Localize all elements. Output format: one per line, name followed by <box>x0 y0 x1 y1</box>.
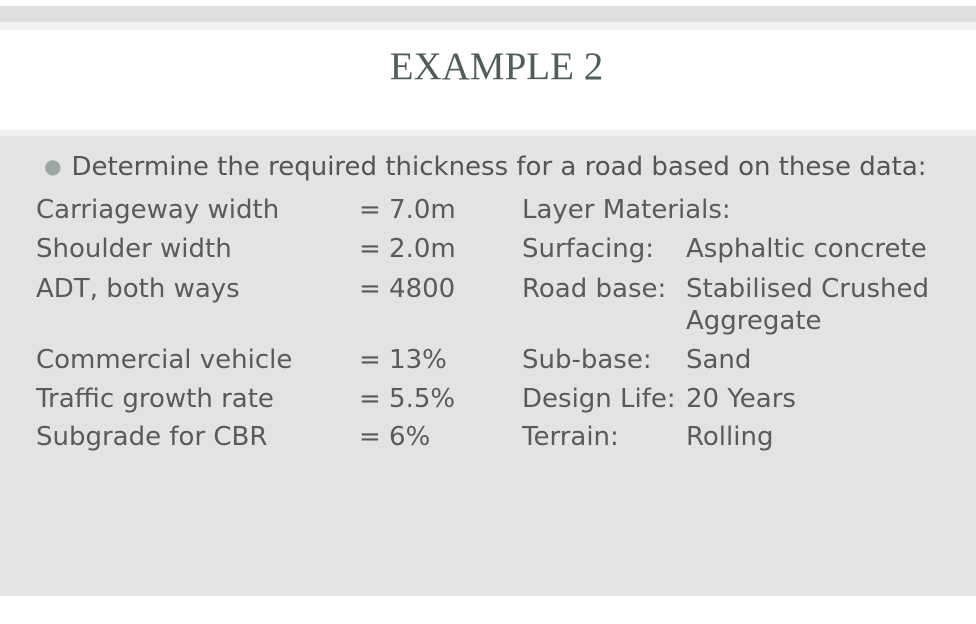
left-label-traffic-growth: Traffic growth rate <box>36 384 274 414</box>
right-label-design-life: Design Life: <box>522 384 676 414</box>
top-decorative-band-light <box>0 22 976 30</box>
left-label-adt: ADT, both ways <box>36 274 240 304</box>
left-label-commercial: Commercial vehicle <box>36 345 293 375</box>
left-label-carriageway: Carriageway width <box>36 195 280 225</box>
bullet-item <box>44 152 927 182</box>
top-decorative-band <box>0 6 976 22</box>
left-value-subgrade: = 6% <box>359 422 431 452</box>
right-value-design-life: 20 Years <box>686 384 796 414</box>
right-value-road-base-line1: Stabilised Crushed <box>686 274 929 304</box>
left-value-shoulder: = 2.0m <box>359 234 456 264</box>
right-label-sub-base: Sub-base: <box>522 345 652 375</box>
left-label-shoulder: Shoulder width <box>36 234 232 264</box>
left-label-subgrade: Subgrade for CBR <box>36 422 268 452</box>
right-label-terrain: Terrain: <box>522 422 619 452</box>
right-label-surfacing: Surfacing: <box>522 234 655 264</box>
left-value-traffic-growth: = 5.5% <box>359 384 456 414</box>
right-value-terrain: Rolling <box>686 422 774 452</box>
bullet-icon: ● <box>44 154 62 178</box>
left-value-commercial: = 13% <box>359 345 447 375</box>
left-value-adt: = 4800 <box>359 274 456 304</box>
right-value-surfacing: Asphaltic concrete <box>686 234 927 264</box>
right-heading: Layer Materials: <box>522 195 731 225</box>
slide-title: EXAMPLE 2 <box>389 45 604 88</box>
bullet-text: Determine the required thickness for a road based on these data: <box>71 152 927 182</box>
right-value-sub-base: Sand <box>686 345 752 375</box>
left-value-carriageway: = 7.0m <box>359 195 456 225</box>
right-label-road-base: Road base: <box>522 274 667 304</box>
right-value-road-base-line2: Aggregate <box>686 306 822 336</box>
